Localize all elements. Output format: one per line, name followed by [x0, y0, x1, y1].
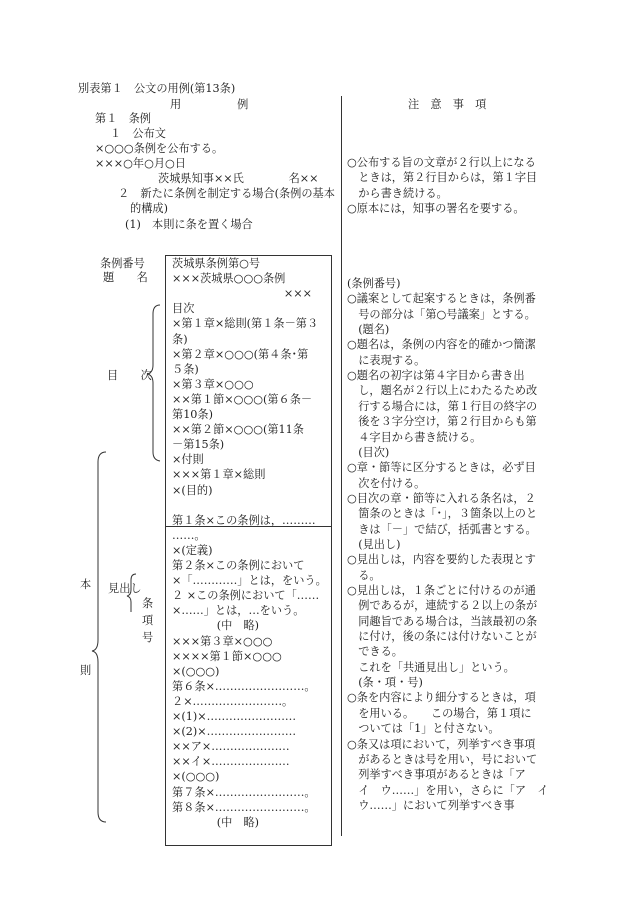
page-title: 別表第１ 公文の用例(第13条)	[78, 82, 236, 95]
ordinance-line: ××イ×…………………	[172, 755, 290, 769]
label-title: 題 名	[103, 271, 148, 284]
ordinance-line: 第２条×この条例において	[172, 559, 305, 572]
ordinance-line: ×(○○○)	[172, 770, 220, 784]
note-line: きは「－」で結び，括弧書とする。	[347, 522, 537, 536]
ordinance-line: ×第１章×総則(第１条－第３	[172, 317, 319, 331]
ordinance-line: －第15条)	[172, 438, 225, 452]
note-line: 後を３字分空け，第２行目からも第	[347, 415, 537, 429]
label-item: 号	[142, 631, 154, 644]
ordinance-line: ×(目的)	[172, 483, 213, 497]
ordinance-line: ×「…………」とは，をいう。	[172, 574, 327, 588]
promulgation-text: ×○○○条例を公布する。	[95, 142, 224, 155]
note-line: (目次)	[347, 445, 390, 459]
note-line: ○目次の章・節等に入れる条名は，２	[347, 491, 536, 505]
ordinance-line: ×……」とは，…をいう。	[172, 604, 305, 618]
subsubsection-heading: (1) 本則に条を置く場合	[125, 218, 253, 231]
ordinance-line: ×第３章×○○○	[172, 377, 254, 391]
ordinance-line: 第１条×この条例は，………	[172, 513, 316, 527]
ordinance-line: 茨城県条例第○号	[172, 257, 261, 270]
ordinance-line: ×××第３章×○○○	[172, 634, 273, 648]
note-line: に付け，後の条には付けないことが	[347, 630, 537, 644]
note-line: ○章・節等に区分するときは，必ず目	[347, 461, 536, 475]
note-line: 箇条のときは「･」，３箇条以上のと	[347, 507, 538, 521]
note-line: ついては「1」と付さない。	[347, 722, 500, 736]
note-line: できる。	[347, 645, 403, 659]
governor-signature-line: 茨城県知事××氏 名××	[158, 172, 319, 185]
ordinance-line: ×(○○○)	[172, 664, 220, 678]
note-line: (題名)	[347, 323, 390, 337]
note-line: し，題名が２行以上にわたるため改	[347, 384, 538, 398]
ordinance-line: ××××第１節×○○○	[172, 649, 282, 663]
label-paragraph: 項	[142, 614, 154, 627]
subsection-heading: ２ 新たに条例を制定する場合(条例の基本	[118, 187, 335, 200]
note-line: 行する場合には，第１行目の終字の	[347, 399, 538, 413]
ordinance-line: 第６条×……………………。	[172, 679, 316, 693]
note-line: ○条又は項において，列挙すべき事項	[347, 737, 536, 751]
label-article: 条	[142, 597, 154, 610]
ordinance-line: ２ ×この条例において「……	[172, 589, 320, 603]
note-line: 次を付ける。	[347, 476, 426, 490]
note-line: 号の部分は「第○号議案」とする。	[347, 307, 536, 321]
ordinance-line: (中 略)	[172, 815, 260, 829]
note-line: ○見出しは，１条ごとに付けるのが通	[347, 584, 536, 597]
article-brace	[127, 574, 136, 612]
note-line: これを「共通見出し」という。	[347, 660, 515, 674]
column-header-notes: 注 意 事 項	[408, 98, 487, 111]
note-line: る。	[347, 568, 381, 582]
note-line: ○題名の初字は第４字目から書き出	[347, 369, 525, 383]
note-line: ○条を内容により細分するときは，項	[347, 691, 536, 705]
note-line: 同趣旨である場合は，当該最初の条	[347, 614, 538, 628]
label-main-provisions-1: 本	[80, 578, 92, 591]
ordinance-line: ×第２章×○○○(第４条･第	[172, 347, 309, 361]
ordinance-line: ×(定義)	[172, 543, 213, 557]
note-line: ウ……」において列挙すべき事	[347, 798, 515, 812]
ordinance-line: ×××茨城県○○○条例	[172, 272, 286, 286]
ordinance-line: ×(1)×……………………	[172, 710, 297, 723]
ordinance-line: ２×……………………。	[172, 694, 294, 708]
label-heading: 見出し	[108, 582, 142, 595]
note-line: イ ウ……」を用い，さらに「ア イ	[347, 783, 549, 797]
subsection-heading: １ 公布文	[110, 127, 166, 140]
note-line: に表現する。	[347, 353, 426, 367]
label-table-of-contents: 目 次	[107, 369, 152, 382]
section-heading: 第１ 条例	[95, 112, 151, 125]
note-line: を用いる。 この場合，第１項に	[347, 706, 532, 720]
note-line: ○公布する旨の文章が２行以上になる	[347, 156, 536, 169]
ordinance-line: 目次	[172, 302, 195, 316]
ordinance-line: 第８条×……………………。	[172, 800, 316, 814]
note-line: ４字目から書き続ける。	[347, 430, 482, 444]
note-line: ○見出しは，内容を要約した表現とす	[347, 553, 536, 567]
note-line: 例であるが，連続する２以上の条が	[347, 599, 538, 613]
column-header-examples: 用 例	[170, 98, 249, 111]
ordinance-line: 第10条)	[172, 408, 213, 421]
ordinance-line: ××ア×…………………	[172, 740, 290, 754]
ordinance-line: (中 略)	[172, 619, 260, 633]
ordinance-line: ×付則	[172, 453, 204, 467]
ordinance-line: ××第２節×○○○(第11条	[172, 423, 304, 437]
note-line: があるときは号を用い，号において	[347, 752, 538, 766]
ordinance-line: ×××	[172, 287, 312, 301]
ordinance-line: ×××第１章×総則	[172, 468, 266, 482]
note-line: ときは，第２行目からは，第１字目	[347, 171, 538, 185]
note-line: (条例番号)	[347, 277, 401, 290]
note-line: ○議案として起案するときは，条例番	[347, 292, 536, 306]
ordinance-line: ５条)	[172, 362, 199, 376]
date-line: ×××○年○月○日	[95, 157, 186, 170]
ordinance-line: 第７条×……………………。	[172, 785, 316, 799]
note-line: (条・項・号)	[347, 676, 423, 690]
subsection-heading-cont: 的構成)	[130, 202, 168, 215]
label-main-provisions-2: 則	[80, 664, 92, 677]
note-line: ○題名は，条例の内容を的確かつ簡潔	[347, 338, 536, 352]
note-line: (見出し)	[347, 537, 401, 551]
ordinance-line: ××第１節×○○○(第６条－	[172, 392, 313, 406]
ordinance-line: 条)	[172, 332, 188, 346]
ordinance-line: ×(2)×……………………	[172, 725, 297, 739]
note-line: ○原本には，知事の署名を要する。	[347, 201, 525, 215]
note-line: 列挙すべき事項があるときは「ア	[347, 768, 537, 782]
label-ordinance-number: 条例番号	[100, 257, 145, 270]
main-provisions-brace	[92, 452, 106, 822]
ordinance-line: ……。	[172, 528, 206, 542]
note-line: から書き続ける。	[347, 186, 448, 200]
toc-brace	[147, 305, 160, 461]
